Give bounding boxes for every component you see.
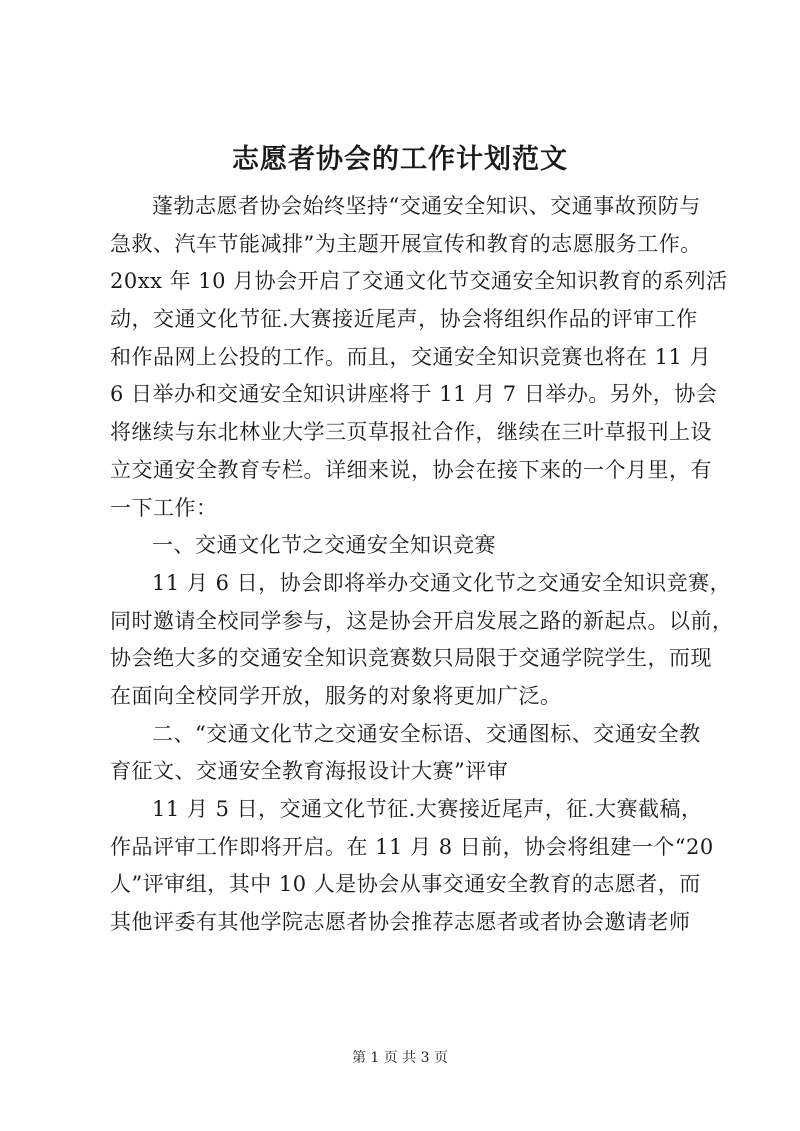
body-line: 11 月 6 日，协会即将举办交通文化节之交通安全知识竞赛， bbox=[152, 570, 732, 595]
body-line: 6 日举办和交通安全知识讲座将于 11 月 7 日举办。另外，协会 bbox=[110, 382, 718, 407]
body-line: 蓬勃志愿者协会始终坚持“交通安全知识、交通事故预防与 bbox=[152, 194, 701, 218]
body-line: 一下工作： bbox=[110, 495, 218, 520]
body-line: 将继续与东北林业大学三页草报社合作，继续在三叶草报刊上设 bbox=[110, 420, 712, 445]
body-line: 20xx 年 10 月协会开启了交通文化节交通安全知识教育的系列活 bbox=[110, 269, 728, 294]
section-heading-2: 二、“交通文化节之交通安全标语、交通图标、交通安全教 bbox=[152, 721, 701, 746]
body-line: 和作品网上公投的工作。而且，交通安全知识竞赛也将在 11 月 bbox=[110, 344, 712, 369]
body-line: 其他评委有其他学院志愿者协会推荐志愿者或者协会邀请老师 bbox=[110, 910, 691, 935]
body-line: 作品评审工作即将开启。在 11 月 8 日前，协会将组建一个“20 bbox=[110, 834, 714, 859]
body-line: 11 月 5 日，交通文化节征.大赛接近尾声，征.大赛截稿， bbox=[152, 797, 703, 821]
body-line: 同时邀请全校同学参与，这是协会开启发展之路的新起点。以前， bbox=[110, 608, 734, 633]
body-line: 在面向全校同学开放，服务的对象将更加广泛。 bbox=[110, 683, 562, 708]
body-line: 协会绝大多的交通安全知识竞赛数只局限于交通学院学生，而现 bbox=[110, 646, 712, 671]
body-line: 动，交通文化节征.大赛接近尾声，协会将组织作品的评审工作 bbox=[110, 307, 698, 332]
document-title: 志愿者协会的工作计划范文 bbox=[232, 144, 568, 175]
body-line: 立交通安全教育专栏。详细来说，协会在接下来的一个月里，有 bbox=[110, 457, 712, 482]
section-heading-1: 一、交通文化节之交通安全知识竞赛 bbox=[152, 533, 496, 558]
section-heading-2-cont: 育征文、交通安全教育海报设计大赛”评审 bbox=[110, 759, 509, 784]
page-number-footer: 第 1 页 共 3 页 bbox=[351, 1050, 449, 1066]
document-body bbox=[110, 188, 734, 942]
body-line: 人”评审组，其中 10 人是协会从事交通安全教育的志愿者，而 bbox=[110, 872, 701, 897]
body-line: 急救、汽车节能减排”为主题开展宣传和教育的志愿服务工作。 bbox=[110, 231, 702, 256]
